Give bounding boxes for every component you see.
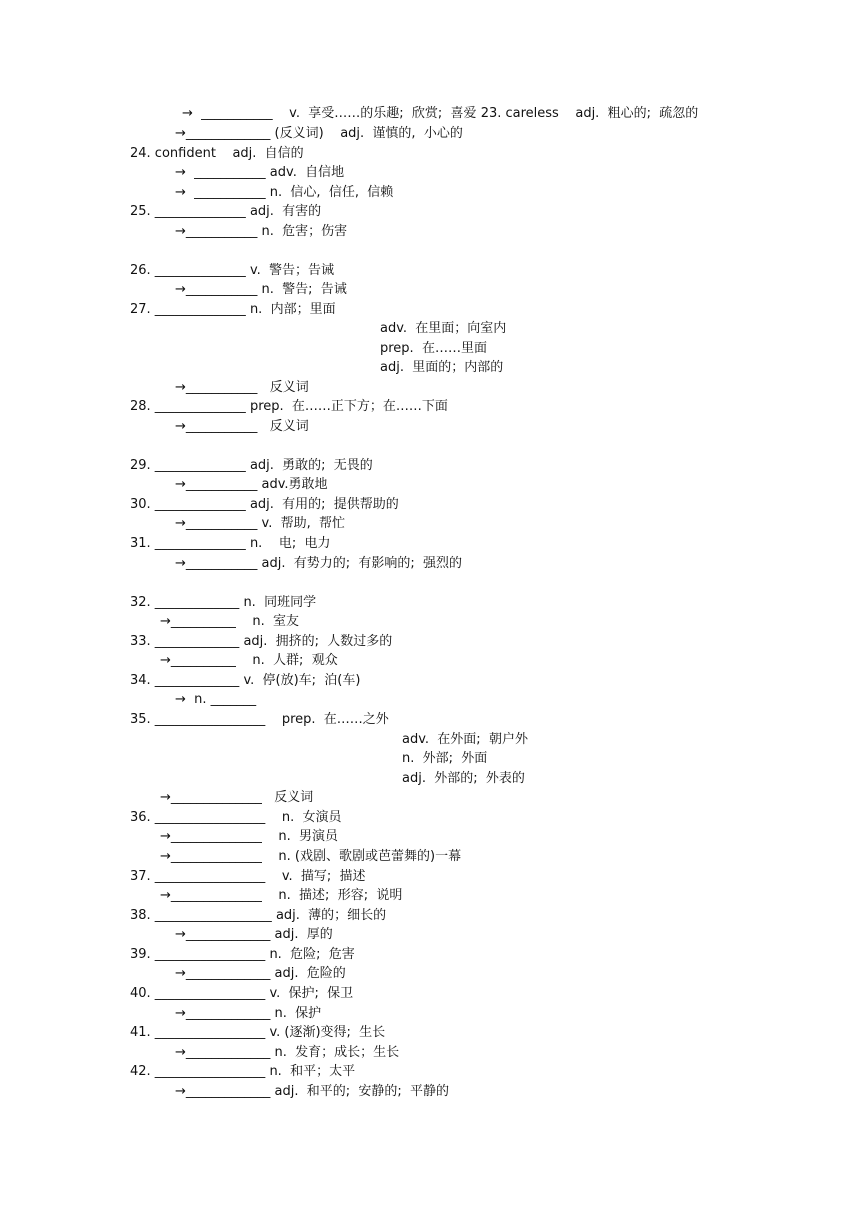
vocab-line: → n. _______ xyxy=(175,692,257,707)
vocab-line: →___________ adj. 有势力的; 有影响的; 强烈的 xyxy=(175,556,463,571)
vocab-line: →______________ n. (戏剧、歌剧或芭蕾舞的)一幕 xyxy=(160,849,462,864)
vocab-line: 41. _________________ v. (逐渐)变得; 生长 xyxy=(130,1025,386,1040)
vocab-line: 27. ______________ n. 内部；里面 xyxy=(130,302,336,317)
vocab-line: →___________ 反义词 xyxy=(175,380,309,395)
vocab-line: n. 外部; 外面 xyxy=(402,751,488,766)
vocab-line: 39. _________________ n. 危险; 危害 xyxy=(130,947,355,962)
vocab-line: 24. confident adj. 自信的 xyxy=(130,146,304,161)
vocab-line: →_____________ adj. 和平的; 安静的; 平静的 xyxy=(175,1084,450,1099)
vocab-line: 31. ______________ n. 电; 电力 xyxy=(130,536,331,551)
vocab-line: →______________ 反义词 xyxy=(160,790,314,805)
vocab-line: adv. 在外面; 朝户外 xyxy=(402,732,528,747)
vocab-line: →___________ adv.勇敢地 xyxy=(175,477,328,492)
vocab-line: →_____________ n. 保护 xyxy=(175,1006,322,1021)
vocab-line: 29. ______________ adj. 勇敢的; 无畏的 xyxy=(130,458,373,473)
vocab-line: 28. ______________ prep. 在……正下方；在……下面 xyxy=(130,399,448,414)
vocab-line: →______________ n. 男演员 xyxy=(160,829,339,844)
vocab-line: →___________ v. 帮助, 帮忙 xyxy=(175,516,346,531)
vocab-line: 34. _____________ v. 停(放)车; 泊(车) xyxy=(130,673,361,688)
vocab-line: 36. _________________ n. 女演员 xyxy=(130,810,342,825)
vocab-line: → ___________ n. 信心, 信任, 信赖 xyxy=(175,185,394,200)
vocab-line: →___________ 反义词 xyxy=(175,419,309,434)
vocab-line: →_____________ adj. 厚的 xyxy=(175,927,333,942)
vocab-line: →_____________ (反义词) adj. 谨慎的, 小心的 xyxy=(175,126,463,141)
vocab-line: 42. _________________ n. 和平；太平 xyxy=(130,1064,356,1079)
vocab-line: → ___________ adv. 自信地 xyxy=(175,165,345,180)
vocab-line: →_____________ n. 发育；成长；生长 xyxy=(175,1045,400,1060)
vocab-line: 33. _____________ adj. 拥挤的; 人数过多的 xyxy=(130,634,393,649)
vocab-line: 35. _________________ prep. 在……之外 xyxy=(130,712,389,727)
vocab-line: adv. 在里面；向室内 xyxy=(380,321,507,336)
vocab-line: →___________ n. 警告; 告诫 xyxy=(175,282,347,297)
vocab-line: 38. __________________ adj. 薄的；细长的 xyxy=(130,908,387,923)
vocab-line: 32. _____________ n. 同班同学 xyxy=(130,595,317,610)
vocab-line: adj. 里面的；内部的 xyxy=(380,360,504,375)
vocab-line: 37. _________________ v. 描写; 描述 xyxy=(130,869,366,884)
vocab-line: →_____________ adj. 危险的 xyxy=(175,966,346,981)
vocab-line: 25. ______________ adj. 有害的 xyxy=(130,204,322,219)
vocab-line: →______________ n. 描述; 形容; 说明 xyxy=(160,888,403,903)
vocab-line: →___________ n. 危害；伤害 xyxy=(175,224,348,239)
vocab-line: → ___________ v. 享受……的乐趣; 欣赏; 喜爱 23. careless adj. 粗心的; 疏忽的 xyxy=(182,106,699,121)
vocab-line: adj. 外部的; 外表的 xyxy=(402,771,525,786)
vocab-line: prep. 在……里面 xyxy=(380,341,487,356)
vocab-line: →__________ n. 人群; 观众 xyxy=(160,653,338,668)
vocab-line: 40. _________________ v. 保护; 保卫 xyxy=(130,986,354,1001)
vocab-line: 30. ______________ adj. 有用的; 提供帮助的 xyxy=(130,497,399,512)
vocab-line: 26. ______________ v. 警告；告诫 xyxy=(130,263,335,278)
vocab-line: →__________ n. 室友 xyxy=(160,614,300,629)
